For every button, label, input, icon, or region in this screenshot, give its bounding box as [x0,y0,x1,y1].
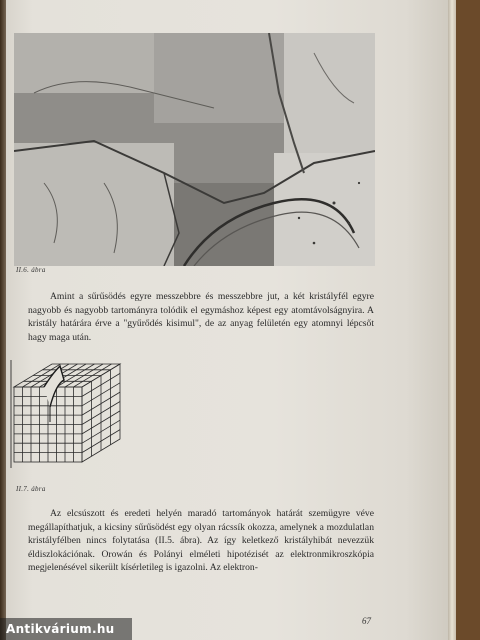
micrograph-image [14,33,375,266]
crystal-lattice-diagram [10,352,128,470]
crystal-lattice-drawing [10,352,128,470]
page-edge [448,0,456,640]
micrograph-photo [14,33,375,266]
page-number: 67 [362,616,371,626]
photo-caption: II.6. ábra [16,266,46,274]
watermark: Antikvárium.hu [0,618,132,640]
paragraph-2: Az elcsúszott és eredeti helyén maradó tartományok határát szemügyre véve megállapíthatjuk, a kicsiny sűrűsödést egy olyan rácssík okozza, amelynek a mozdulatlan kristályfélben nincs folytatása (II.5. ábra). Az így keletkező kristályhibát nevezzük éldiszlokációnak. Orowán és Polányi elméleti hipotézisét az elektronmikroszkópia megjelenésével sikerült kísérletileg is igazolni. Az elektron- [28,508,374,574]
diagram-caption: II.7. ábra [16,485,46,493]
paragraph-1: Amint a sűrűsödés egyre messzebbre és messzebbre jut, a két kristályfél egyre nagyobb és nagyobb tartományra tolódik el egymáshoz képest egy atomtávolságnyira. A kristály határára érve a "gyűrődés kisimul", de az anyag felületén egy atomnyi lépcsőt hagy maga után. [28,291,374,343]
